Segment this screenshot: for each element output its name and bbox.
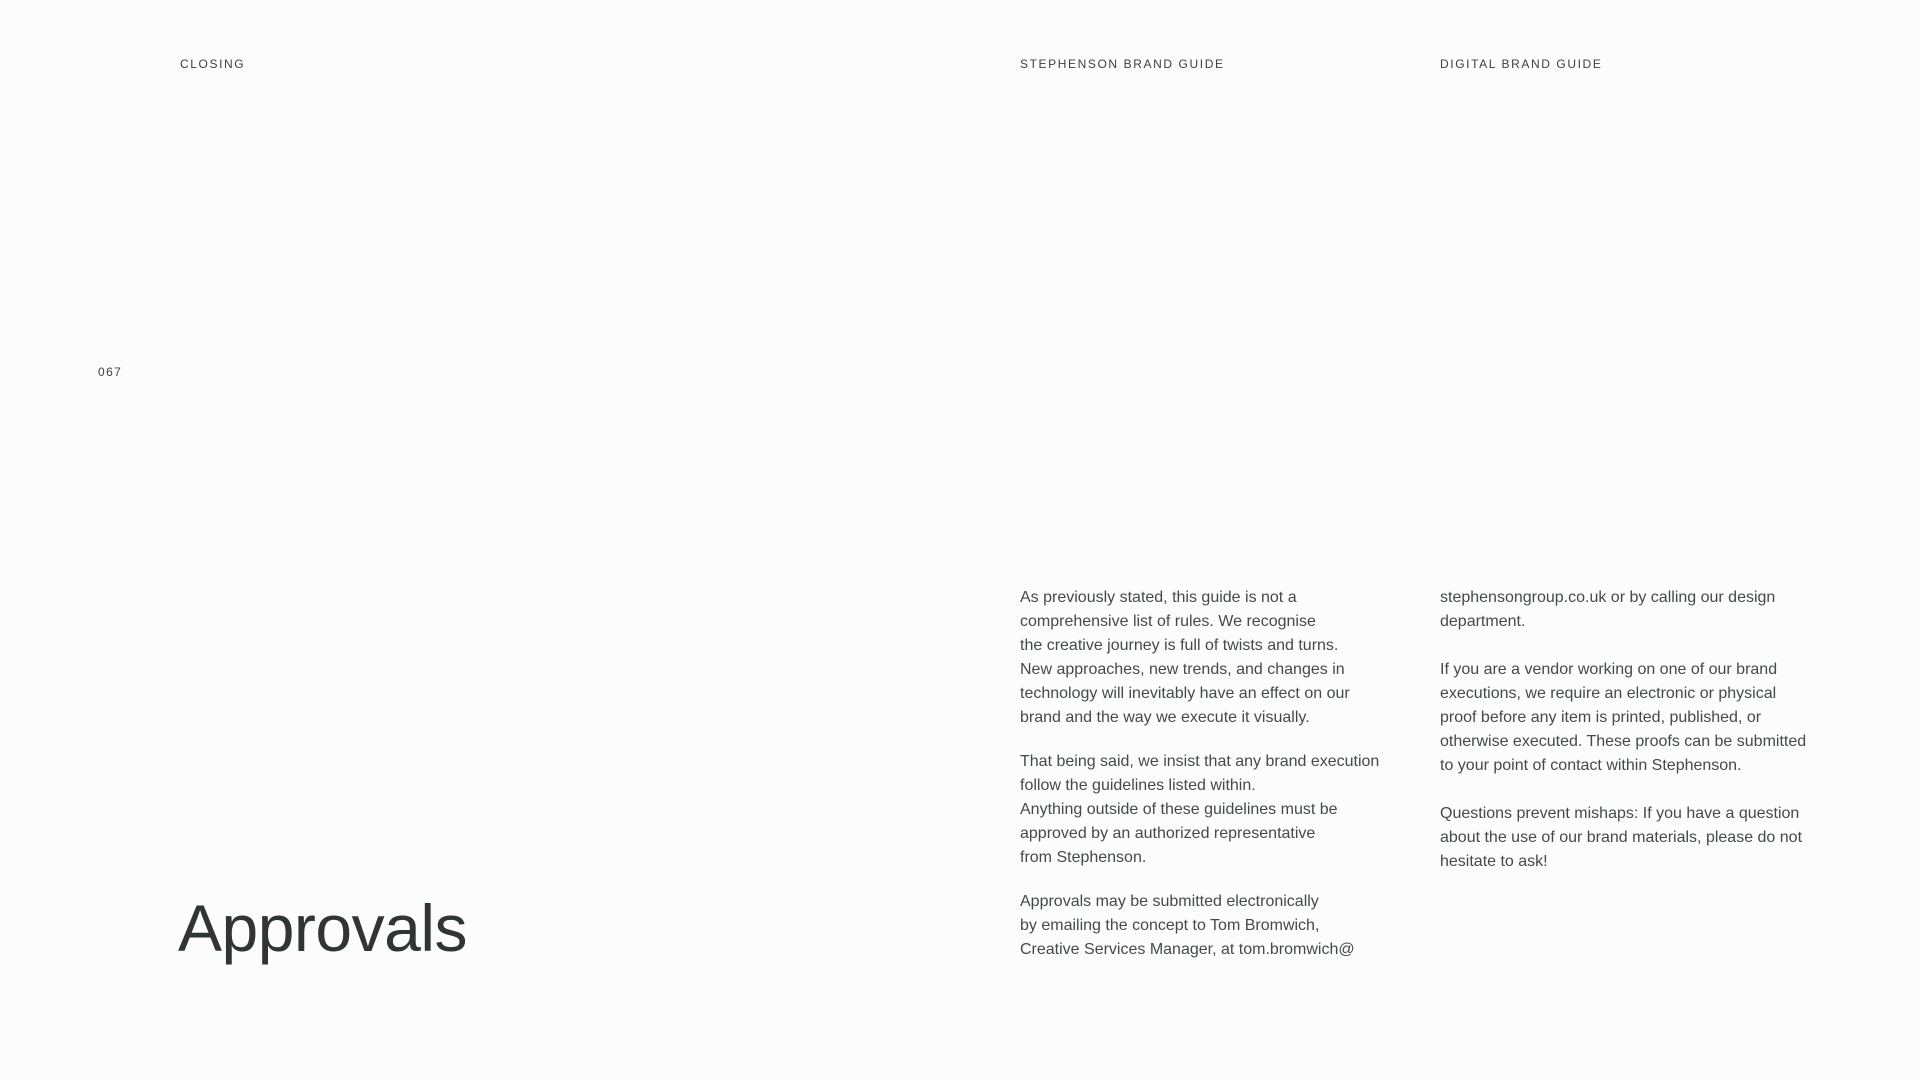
page-title: Approvals — [178, 891, 467, 965]
body-paragraph: That being said, we insist that any brand execution follow the guidelines listed within. Anything outside of these guidelines must be approved by an authorized representative from Stephenson. — [1020, 753, 1380, 866]
body-paragraph: Questions prevent mishaps: If you have a question about the use of our brand materials, please do not hesitate to ask! — [1440, 805, 1803, 870]
body-paragraph: Approvals may be submitted electronically by emailing the concept to Tom Bromwich, Creative Services Manager, at tom.bromwich@ — [1020, 893, 1355, 958]
brand-guide-label: STEPHENSON BRAND GUIDE — [1020, 57, 1225, 71]
body-paragraph: stephensongroup.co.uk or by calling our design department. — [1440, 589, 1776, 630]
body-column-left — [1020, 586, 1420, 962]
section-label: CLOSING — [180, 57, 246, 71]
body-paragraph: If you are a vendor working on one of our brand executions, we require an electronic or physical proof before any item is printed, published, or otherwise executed. These proofs can be submitted to your point of contact within Stephenson. — [1440, 661, 1807, 774]
page-number: 067 — [98, 365, 123, 379]
body-column-right — [1440, 586, 1840, 874]
body-paragraph: As previously stated, this guide is not a comprehensive list of rules. We recognise the creative journey is full of twists and turns. New approaches, new trends, and changes in technology will inevitably have an effect on our brand and the way we execute it visually. — [1020, 589, 1350, 726]
digital-guide-label: DIGITAL BRAND GUIDE — [1440, 57, 1603, 71]
